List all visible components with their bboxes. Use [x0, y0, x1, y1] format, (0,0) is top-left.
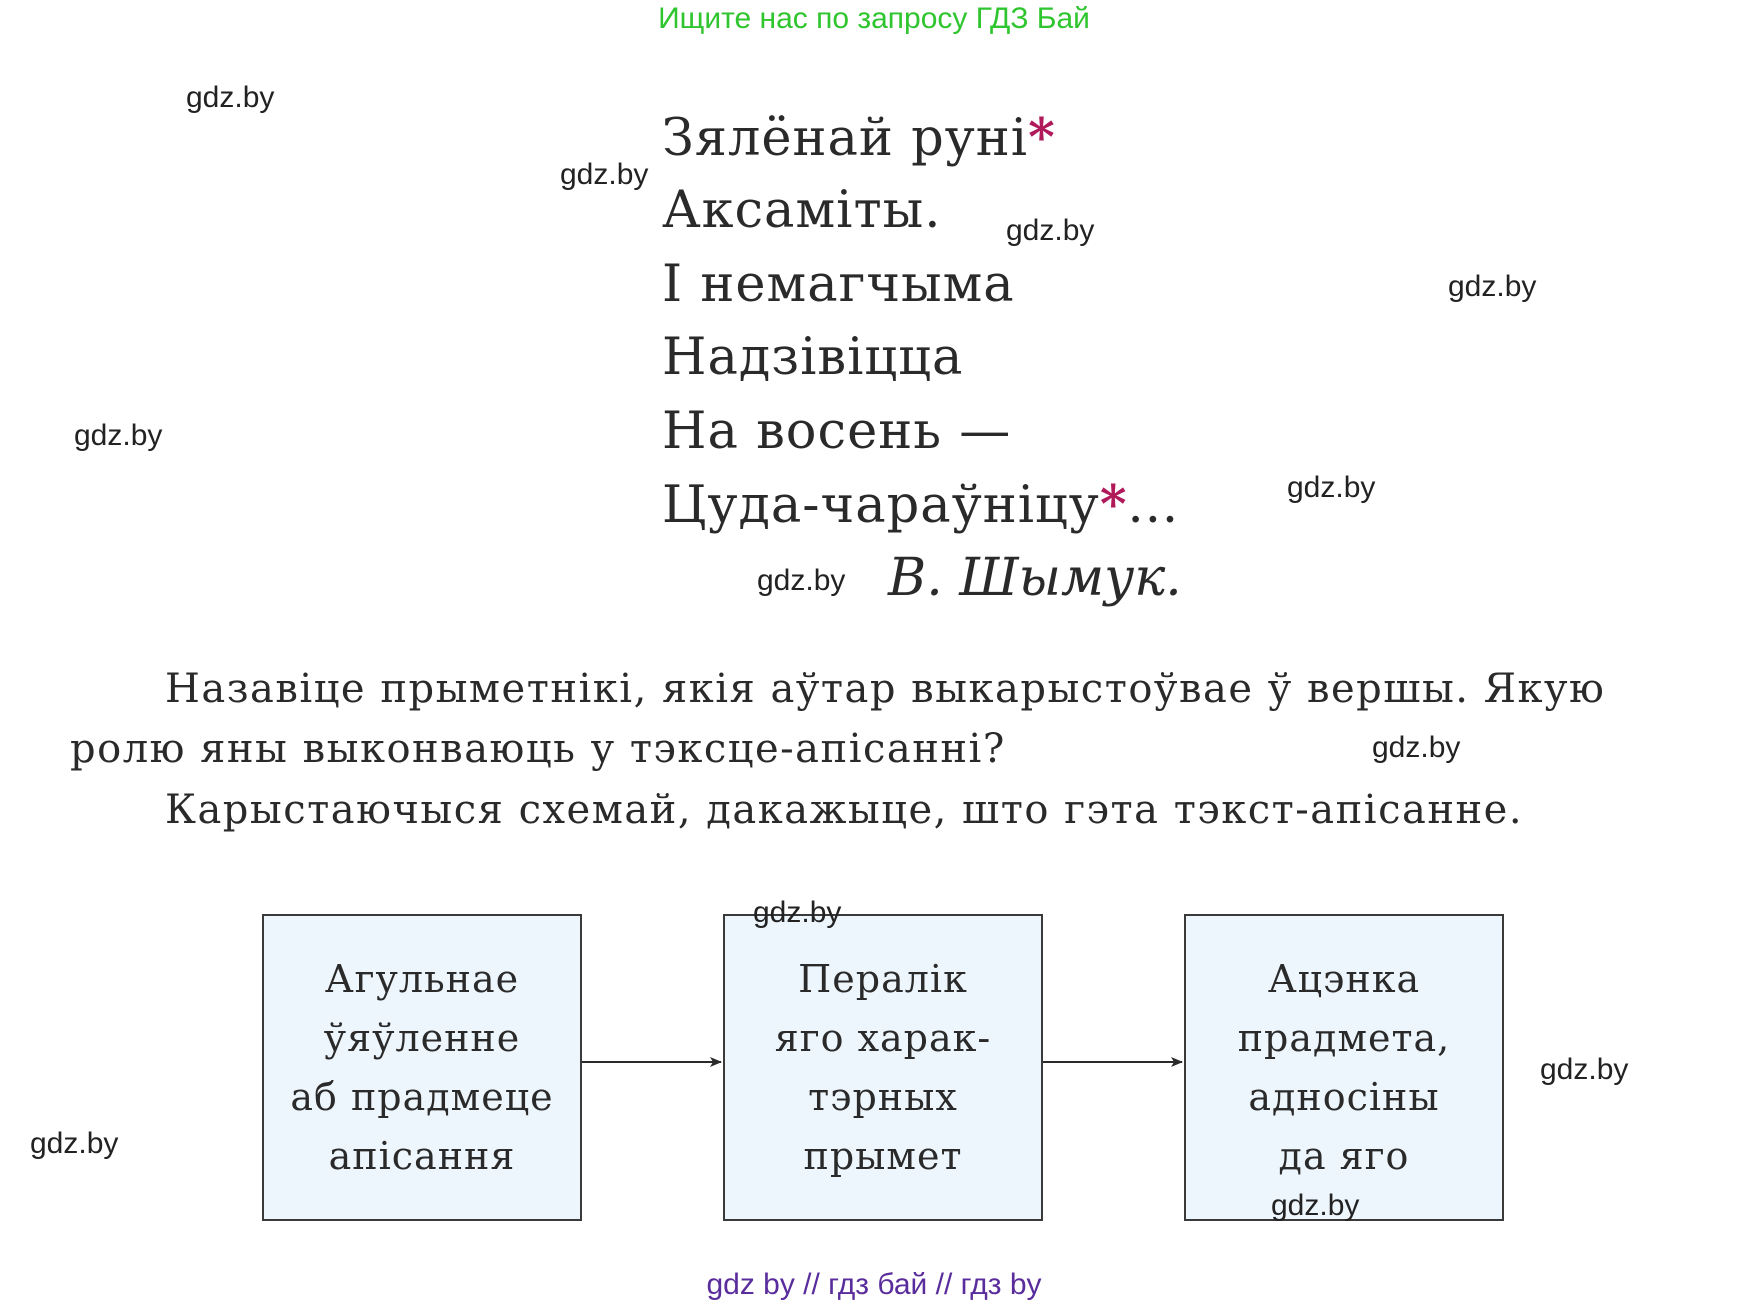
box-text-line: ўяўленне [323, 1015, 521, 1060]
ellipsis: ... [1127, 476, 1180, 535]
box-text-line: тэрных [808, 1074, 958, 1119]
watermark: gdz.by [1372, 731, 1461, 764]
watermark: gdz.by [757, 564, 846, 597]
box-text-line: Агульнае [324, 956, 520, 1001]
task-paragraph-2: Карыстаючыся схемай, дакажыце, што гэта тэкст-апісанне. [165, 787, 1524, 833]
task-paragraph-1-line-2: ролю яны выконваюць у тэксце-апісанні? [70, 726, 1006, 772]
watermark: gdz.by [1448, 270, 1537, 303]
task-paragraph-1-line-1: Назавіце прыметнікі, якія аўтар выкарыстоўвае ў вершы. Якую [165, 666, 1606, 712]
watermark: gdz.by [74, 419, 163, 452]
poem-line-text: Зялёнай руні [662, 109, 1029, 168]
watermark: gdz.by [1271, 1189, 1360, 1222]
poem-line-text: Надзівіцца [662, 328, 964, 387]
poem-line-text: Аксаміты. [662, 181, 942, 240]
poem-line-text: Цуда-чараўніцу [662, 476, 1100, 535]
watermark: gdz.by [186, 81, 275, 114]
box-text-line: Пералік [798, 956, 968, 1001]
box-text-line: яго харак- [774, 1015, 992, 1060]
top-banner: Ищите нас по запросу ГДЗ Бай [658, 2, 1090, 35]
box-text-line: прадмета, [1237, 1015, 1451, 1060]
box-text-line: аб прадмеце [290, 1074, 554, 1119]
watermark: gdz.by [560, 158, 649, 191]
box-text-line: прымет [803, 1133, 963, 1178]
box-text-line: Ацэнка [1267, 956, 1421, 1001]
watermark: gdz.by [1287, 471, 1376, 504]
footer-links: gdz by // гдз бай // гдз by [706, 1268, 1042, 1301]
footnote-asterisk: * [1099, 475, 1128, 535]
footnote-asterisk: * [1028, 108, 1056, 168]
box-text-line: апісання [328, 1133, 516, 1178]
poem-author: В. Шымук. [888, 548, 1182, 608]
poem-line-text: На восень — [662, 402, 1012, 461]
watermark: gdz.by [1540, 1053, 1629, 1086]
watermark: gdz.by [1006, 214, 1095, 247]
watermark: gdz.by [753, 896, 842, 929]
watermark: gdz.by [30, 1127, 119, 1160]
box-text-line: адносіны [1248, 1074, 1440, 1119]
box-text-line: да яго [1278, 1133, 1410, 1178]
poem-line-text: І немагчыма [662, 255, 1015, 314]
